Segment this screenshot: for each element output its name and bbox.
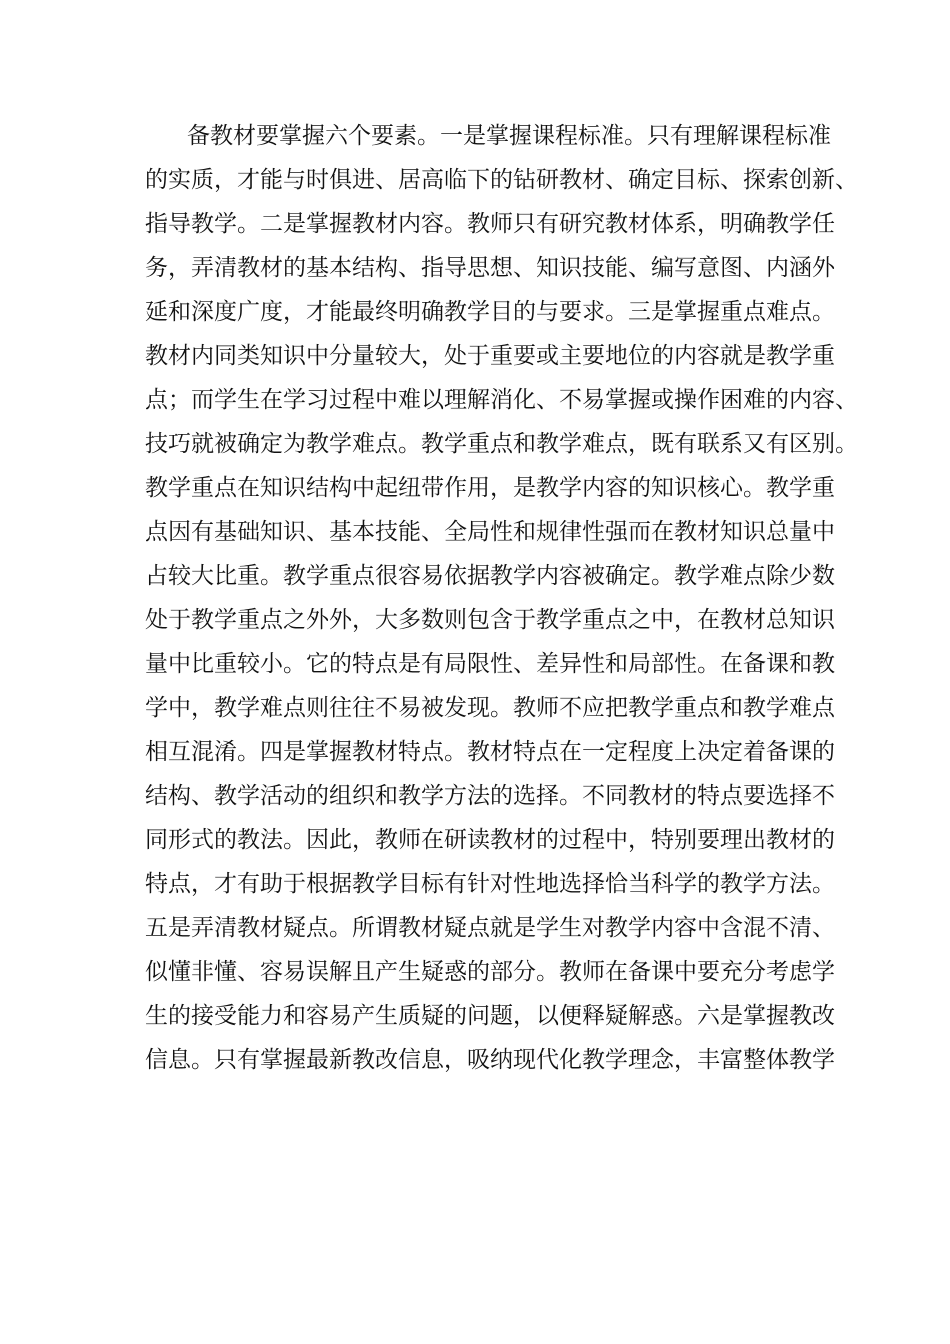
- paragraph-line-7: 点；而学生在学习过程中难以理解消化、不易掌握或操作困难的内容、: [145, 387, 858, 413]
- paragraph-line-21: 生的接受能力和容易产生质疑的问题，以便释疑解惑。六是掌握教改: [145, 1003, 835, 1029]
- paragraph-line-17: 同形式的教法。因此，教师在研读教材的过程中，特别要理出教材的: [145, 827, 835, 853]
- paragraph-line-5: 延和深度广度，才能最终明确教学目的与要求。三是掌握重点难点。: [145, 299, 835, 325]
- paragraph-line-20: 似懂非懂、容易误解且产生疑惑的部分。教师在备课中要充分考虑学: [145, 959, 835, 985]
- paragraph-line-2: 的实质，才能与时俱进、居高临下的钻研教材、确定目标、探索创新、: [145, 167, 858, 193]
- paragraph-line-16: 结构、教学活动的组织和教学方法的选择。不同教材的特点要选择不: [145, 783, 835, 809]
- paragraph-line-8: 技巧就被确定为教学难点。教学重点和教学难点，既有联系又有区别。: [145, 431, 858, 457]
- paragraph-line-14: 学中，教学难点则往往不易被发现。教师不应把教学重点和教学难点: [145, 695, 835, 721]
- paragraph-line-13: 量中比重较小。它的特点是有局限性、差异性和局部性。在备课和教: [145, 651, 835, 677]
- paragraph-line-19: 五是弄清教材疑点。所谓教材疑点就是学生对教学内容中含混不清、: [145, 915, 835, 941]
- paragraph-line-6: 教材内同类知识中分量较大，处于重要或主要地位的内容就是教学重: [145, 343, 835, 369]
- paragraph-line-12: 处于教学重点之外外，大多数则包含于教学重点之中，在教材总知识: [145, 607, 835, 633]
- paragraph-line-18: 特点，才有助于根据教学目标有针对性地选择恰当科学的教学方法。: [145, 871, 835, 897]
- paragraph-line-4: 务，弄清教材的基本结构、指导思想、知识技能、编写意图、内涵外: [145, 255, 835, 281]
- paragraph-line-22: 信息。只有掌握最新教改信息，吸纳现代化教学理念，丰富整体教学: [145, 1047, 835, 1073]
- paragraph-line-9: 教学重点在知识结构中起纽带作用，是教学内容的知识核心。教学重: [145, 475, 835, 501]
- paragraph-line-15: 相互混淆。四是掌握教材特点。教材特点在一定程度上决定着备课的: [145, 739, 835, 765]
- paragraph-line-1: 备教材要掌握六个要素。一是掌握课程标准。只有理解课程标准: [187, 123, 831, 149]
- paragraph-line-11: 占较大比重。教学重点很容易依据教学内容被确定。教学难点除少数: [145, 563, 835, 589]
- paragraph-line-3: 指导教学。二是掌握教材内容。教师只有研究教材体系，明确教学任: [145, 211, 835, 237]
- paragraph-line-10: 点因有基础知识、基本技能、全局性和规律性强而在教材知识总量中: [145, 519, 835, 545]
